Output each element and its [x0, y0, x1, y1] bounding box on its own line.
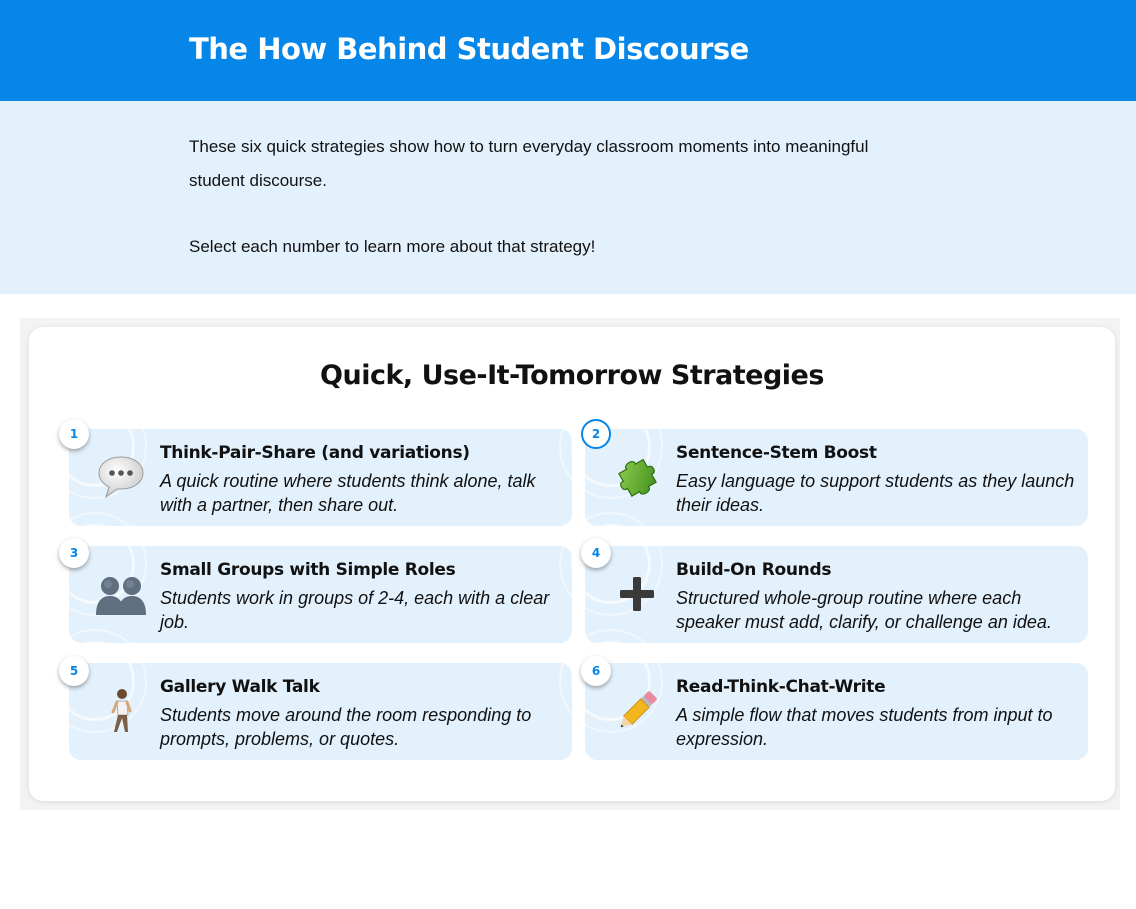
strategy-title: Small Groups with Simple Roles [160, 560, 456, 580]
intro-section [0, 101, 1136, 294]
strategy-tile-2[interactable] [585, 429, 1088, 526]
puzzle-piece-icon [609, 451, 665, 503]
pencil-icon [609, 685, 665, 737]
strategy-description: Students work in groups of 2-4, each with a clear job. [160, 588, 550, 632]
strategy-description: Structured whole-group routine where each speaker must add, clarify, or challenge an idea. [676, 588, 1052, 632]
strategy-tile-1[interactable] [69, 429, 572, 526]
strategy-number-button-6[interactable]: 6 [581, 656, 611, 686]
strategy-number-button-2[interactable]: 2 [581, 419, 611, 449]
strategy-tile-3[interactable] [69, 546, 572, 643]
strategy-number-button-3[interactable]: 3 [59, 538, 89, 568]
strategy-description: A simple flow that moves students from input to expression. [676, 705, 1053, 749]
strategies-card [29, 327, 1115, 801]
speech-bubble-icon [93, 451, 149, 503]
strategy-number-button-1[interactable]: 1 [59, 419, 89, 449]
instruction-text: Select each number to learn more about that strategy! [189, 237, 596, 256]
strategy-title: Sentence-Stem Boost [676, 443, 877, 463]
strategy-description: Easy language to support students as they launch their ideas. [676, 471, 1075, 515]
page-title: The How Behind Student Discourse [189, 32, 749, 66]
people-icon [93, 568, 149, 620]
strategy-description: A quick routine where students think alone, talk with a partner, then share out. [160, 471, 536, 515]
intro-paragraph: These six quick strategies show how to turn everyday classroom moments into meaningful student discourse. [189, 137, 869, 190]
strategy-title: Think-Pair-Share (and variations) [160, 443, 470, 463]
strategy-number-button-5[interactable]: 5 [59, 656, 89, 686]
header-banner [0, 0, 1136, 101]
strategy-title: Gallery Walk Talk [160, 677, 320, 697]
strategy-tile-6[interactable] [585, 663, 1088, 760]
strategies-heading: Quick, Use-It-Tomorrow Strategies [320, 360, 824, 391]
strategy-number-button-4[interactable]: 4 [581, 538, 611, 568]
strategy-description: Students move around the room responding to prompts, problems, or quotes. [160, 705, 532, 749]
walking-person-icon [93, 685, 149, 737]
strategy-title: Build-On Rounds [676, 560, 832, 580]
strategy-tile-4[interactable] [585, 546, 1088, 643]
strategy-tile-5[interactable] [69, 663, 572, 760]
strategy-title: Read-Think-Chat-Write [676, 677, 886, 697]
plus-icon [609, 568, 665, 620]
